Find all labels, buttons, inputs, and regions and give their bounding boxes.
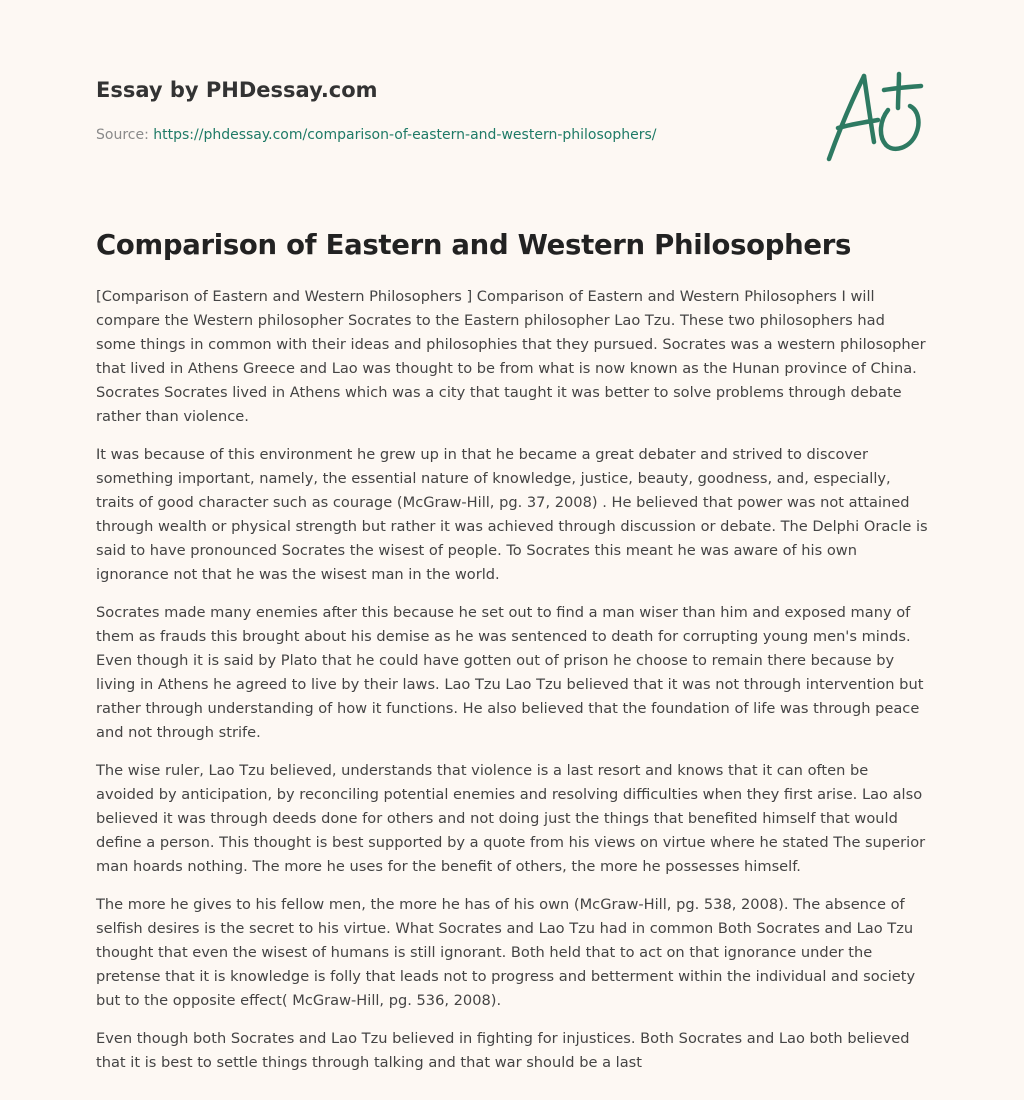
essay-paragraph: The more he gives to his fellow men, the more he has of his own (McGraw-Hill, pg. 538, 2008). The absence of selfish desires is the secret to his virtue. What Socrates and Lao Tzu had in common Both Socrates and Lao Tzu thought that even the wisest of humans is still ignorant. Both held that to act on that ignorance under the pretense that it is knowledge is folly that leads not to progress and betterment within the individual and society but to the opposite effect( McGraw-Hill, pg. 536, 2008).: [96, 896, 916, 1009]
essay-paragraph: Socrates made many enemies after this because he set out to find a man wiser than him and exposed many of them as frauds this brought about his demise as he was sentenced to death for corrupting young men's minds. Even though it is said by Plato that he could have gotten out of prison he choose to remain there because by living in Athens he agreed to live by their laws. Lao Tzu Lao Tzu believed that it was not through intervention but rather through understanding of how it functions. He also believed that the foundation of life was through peace and not through strife.: [96, 604, 924, 741]
essay-paragraph: It was because of this environment he grew up in that he became a great debater and strived to discover something important, namely, the essential nature of knowledge, justice, beauty, goodness, and, especially, traits of good character such as courage (McGraw-Hill, pg. 37, 2008) . He believed that power was not attained through wealth or physical strength but rather it was achieved through discussion or debate. The Delphi Oracle is said to have pronounced Socrates the wisest of people. To Socrates this meant he was aware of his own ignorance not that he was the wisest man in the world.: [96, 446, 928, 583]
source-link[interactable]: https://phdessay.com/comparison-of-eastern-and-western-philosophers/: [153, 127, 657, 143]
page-header: [96, 76, 796, 145]
essay-title: Comparison of Eastern and Western Philosophers: [96, 229, 852, 261]
source-label: Source:: [96, 127, 154, 143]
essay-paragraph: [Comparison of Eastern and Western Philosophers ] Comparison of Eastern and Western Philosophers I will compare the Western philosopher Socrates to the Eastern philosopher Lao Tzu. These two philosophers had some things in common with their ideas and philosophies that they pursued. Socrates was a western philosopher that lived in Athens Greece and Lao was thought to be from what is now known as the Hunan province of China. Socrates Socrates lived in Athens which was a city that taught it was better to solve problems through debate rather than violence.: [96, 288, 926, 425]
essay-body: [96, 285, 928, 1089]
brand-title: Essay by PHDessay.com: [96, 78, 378, 102]
a-plus-grade-icon: [820, 66, 930, 166]
source-line: [96, 125, 796, 145]
essay-paragraph: The wise ruler, Lao Tzu believed, understands that violence is a last resort and knows that it can often be avoided by anticipation, by reconciling potential enemies and resolving difficulties when they first arise. Lao also believed it was through deeds done for others and not doing just the things that benefited himself that would define a person. This thought is best supported by a quote from his views on virtue where he stated The superior man hoards nothing. The more he uses for the benefit of others, the more he possesses himself.: [96, 762, 926, 875]
essay-paragraph: Even though both Socrates and Lao Tzu believed in fighting for injustices. Both Socrates and Lao both believed that it is best to settle things through talking and that war should be a last: [96, 1030, 910, 1071]
